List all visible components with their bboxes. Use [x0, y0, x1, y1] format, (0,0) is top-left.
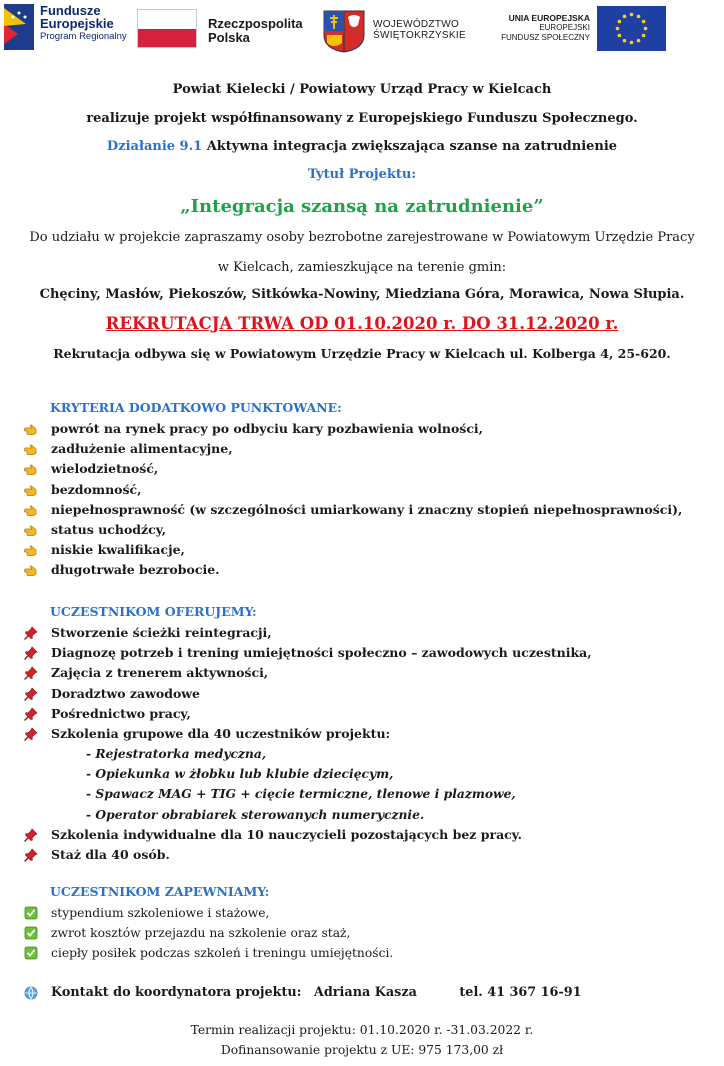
invitation-line-2: w Kielcach, zamieszkujące na terenie gmin:	[217, 260, 507, 275]
provide-list	[24, 903, 393, 964]
contact-line	[24, 983, 582, 1003]
pushpin-icon	[24, 626, 38, 640]
list-item: Doradztwo zawodowe	[24, 684, 592, 704]
list-item: Stworzenie ścieżki reintegracji,	[24, 623, 592, 643]
criteria-title: KRYTERIA DODATKOWO PUNKTOWANE:	[50, 400, 342, 415]
checkmark-icon	[24, 906, 38, 920]
pushpin-icon	[24, 687, 38, 701]
list-item: Szkolenia grupowe dla 40 uczestników projektu:	[24, 724, 592, 744]
hand-pointer-icon	[24, 462, 38, 476]
action-description: Aktywna integracja zwiększająca szanse na zatrudnienie	[202, 139, 618, 154]
action-line	[0, 139, 724, 154]
list-item: wielodzietność,	[24, 459, 682, 479]
recruitment-dates: REKRUTACJA TRWA OD 01.10.2020 r. DO 31.12.2020 r.	[105, 314, 619, 333]
pushpin-icon	[24, 666, 38, 680]
action-number: Działanie 9.1	[106, 139, 203, 154]
hand-pointer-icon	[24, 523, 38, 537]
rzeczpospolita-polska-text: Rzeczpospolita Polska	[208, 16, 303, 45]
training-list	[86, 744, 516, 825]
fundusze-europejskie-logo-icon	[4, 4, 34, 50]
recruitment-place: Rekrutacja odbywa się w Powiatowym Urzędzie Pracy w Kielcach ul. Kolberga 4, 25-620.	[53, 346, 671, 361]
training-item: - Operator obrabiarek sterowanych numerycznie.	[86, 806, 425, 822]
coordinator-name: Adriana Kasza	[313, 985, 417, 1000]
pushpin-icon	[24, 848, 38, 862]
hand-pointer-icon	[24, 422, 38, 436]
communes-list: Chęciny, Masłów, Piekoszów, Sitkówka-Nowiny, Miedziana Góra, Morawica, Nowa Słupia.	[39, 287, 685, 302]
list-item: Zajęcia z trenerem aktywności,	[24, 663, 592, 683]
hand-pointer-icon	[24, 543, 38, 557]
offer-list	[24, 623, 592, 744]
project-funding: Dofinansowanie projektu z UE: 975 173,00 zł	[220, 1043, 504, 1057]
project-title: „Integracja szansą na zatrudnienie”	[180, 196, 544, 217]
organizer-line: Powiat Kielecki / Powiatowy Urząd Pracy w Kielcach	[172, 82, 552, 97]
list-item: zadłużenie alimentacyjne,	[24, 439, 682, 459]
offer-list-continued	[24, 825, 522, 865]
criteria-list	[24, 419, 682, 581]
hand-pointer-icon	[24, 483, 38, 497]
list-item: zwrot kosztów przejazdu na szkolenie oraz staż,	[24, 923, 393, 943]
polish-flag-icon	[137, 9, 197, 48]
hand-pointer-icon	[24, 563, 38, 577]
training-item: - Rejestratorka medyczna,	[86, 746, 267, 761]
checkmark-icon	[24, 926, 38, 940]
list-item: status uchodźcy,	[24, 520, 682, 540]
wojewodztwo-swietokrzyskie-text: WOJEWÓDZTWO ŚWIĘTOKRZYSKIE	[373, 19, 466, 41]
list-item: niepełnosprawność (w szczególności umiarkowany i znaczny stopień niepełnosprawności),	[24, 500, 682, 520]
list-item: Pośrednictwo pracy,	[24, 704, 592, 724]
project-period: Termin realizacji projektu: 01.10.2020 r. -31.03.2022 r.	[190, 1023, 534, 1037]
cofinancing-line: realizuje projekt współfinansowany z Europejskiego Funduszu Społecznego.	[86, 111, 638, 126]
list-item: powrót na rynek pracy po odbyciu kary pozbawienia wolności,	[24, 419, 682, 439]
training-item: - Opiekunka w żłobku lub klubie dziecięcym,	[86, 766, 394, 782]
list-item: długotrwałe bezrobocie.	[24, 560, 682, 580]
list-item: Szkolenia indywidualne dla 10 nauczycieli pozostających bez pracy.	[24, 825, 522, 845]
pushpin-icon	[24, 646, 38, 660]
provide-title: UCZESTNIKOM ZAPEWNIAMY:	[50, 884, 270, 899]
checkmark-icon	[24, 946, 38, 960]
eu-flag-icon	[597, 6, 666, 51]
pushpin-icon	[24, 727, 38, 741]
pushpin-icon	[24, 707, 38, 721]
list-item: stypendium szkoleniowe i stażowe,	[24, 903, 393, 923]
list-item: bezdomność,	[24, 480, 682, 500]
globe-icon	[24, 986, 38, 1000]
list-item: Staż dla 40 osób.	[24, 845, 522, 865]
project-title-label: Tytuł Projektu:	[307, 167, 417, 182]
hand-pointer-icon	[24, 442, 38, 456]
unia-europejska-text: UNIA EUROPEJSKA EUROPEJSKI FUNDUSZ SPOŁECZNY	[501, 13, 590, 42]
hand-pointer-icon	[24, 503, 38, 517]
fundusze-europejskie-logo-text: Fundusze Europejskie Program Regionalny	[40, 3, 127, 42]
invitation-line-1: Do udziału w projekcie zapraszamy osoby bezrobotne zarejestrowane w Powiatowym Urzędzie Pracy	[29, 230, 695, 245]
pushpin-icon	[24, 828, 38, 842]
coordinator-phone: tel. 41 367 16-91	[459, 985, 582, 1000]
offer-title: UCZESTNIKOM OFERUJEMY:	[50, 604, 257, 619]
swietokrzyskie-coat-of-arms-icon	[322, 9, 366, 53]
list-item: ciepły posiłek podczas szkoleń i treningu umiejętności.	[24, 943, 393, 963]
contact-label: Kontakt do koordynatora projektu:	[51, 985, 302, 1000]
list-item: Diagnozę potrzeb i trening umiejętności społeczno – zawodowych uczestnika,	[24, 643, 592, 663]
logo-strip	[0, 0, 724, 62]
list-item: niskie kwalifikacje,	[24, 540, 682, 560]
training-item: - Spawacz MAG + TIG + cięcie termiczne, tlenowe i plazmowe,	[86, 786, 516, 802]
